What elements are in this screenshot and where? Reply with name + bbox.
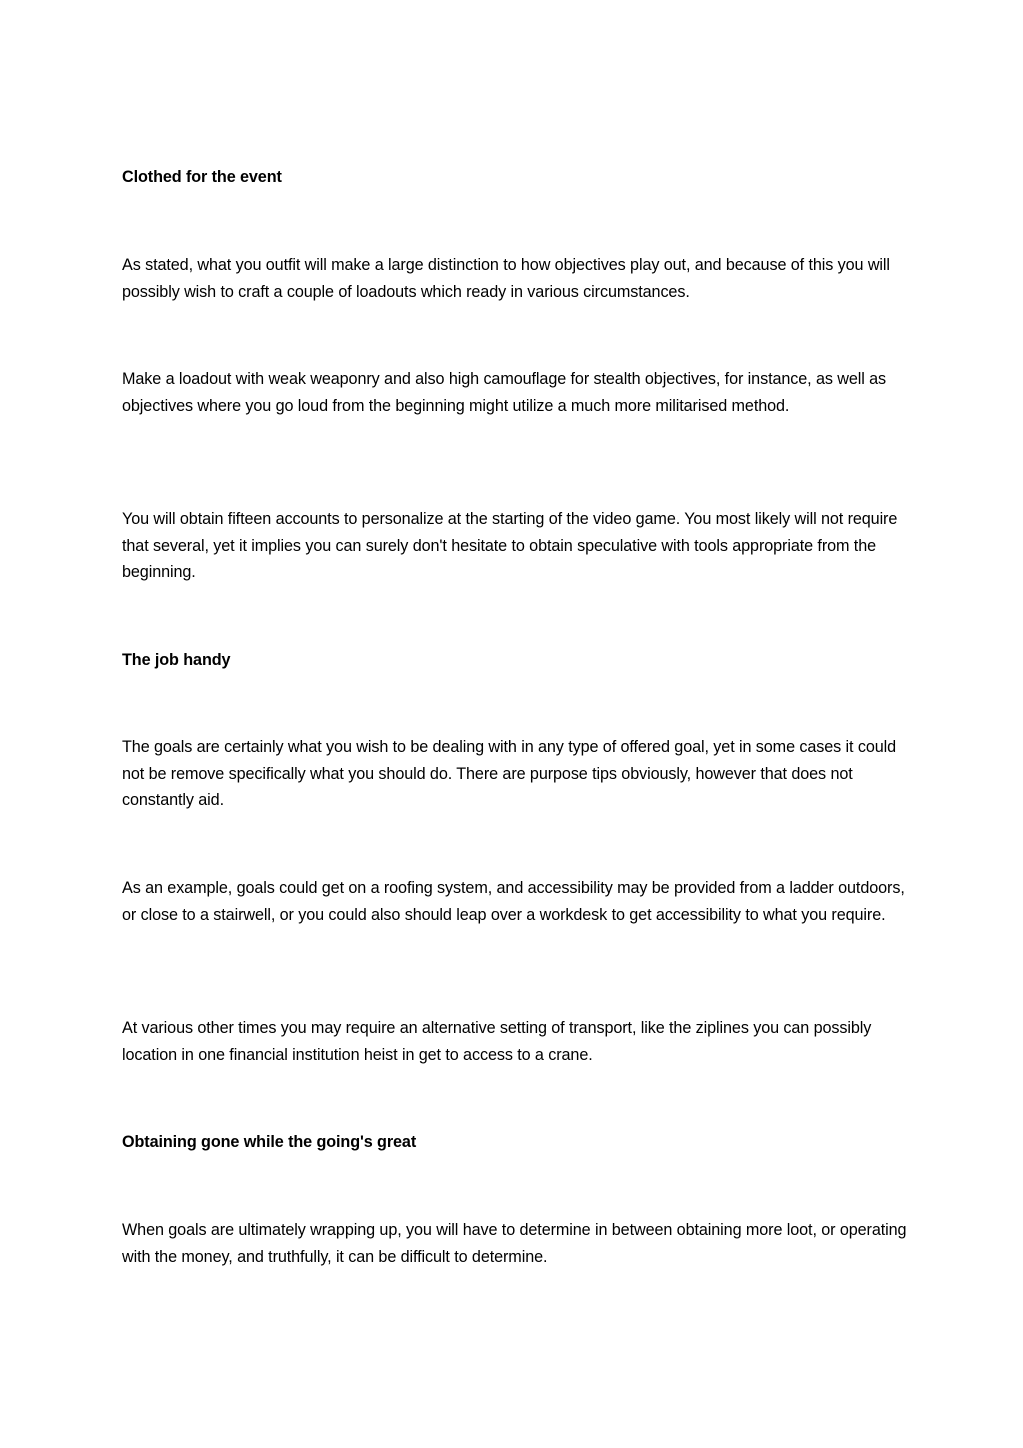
paragraph: When goals are ultimately wrapping up, you will have to determine in between obtaining more loot, or operating with the money, and truthfully, it can be difficult to determine.: [122, 1221, 907, 1266]
section-heading: The job handy: [122, 651, 231, 669]
paragraph: The goals are certainly what you wish to be dealing with in any type of offered goal, yet in some cases it could not be remove specifically what you should do. There are purpose tips obviously, however that does not constantly aid.: [122, 738, 897, 810]
paragraph: At various other times you may require an alternative setting of transport, like the ziplines you can possibly location in one financial institution heist in get to access to a crane.: [122, 1019, 872, 1064]
paragraph: As stated, what you outfit will make a large distinction to how objectives play out, and because of this you will possibly wish to craft a couple of loadouts which ready in various circumstances.: [122, 256, 890, 301]
section-heading: Obtaining gone while the going's great: [122, 1133, 417, 1151]
section-heading: Clothed for the event: [122, 168, 282, 186]
paragraph: You will obtain fifteen accounts to personalize at the starting of the video game. You most likely will not require that several, yet it implies you can surely don't hesitate to obtain speculative with tools appropriate from the beginning.: [122, 510, 898, 582]
paragraph: As an example, goals could get on a roofing system, and accessibility may be provided from a ladder outdoors, or close to a stairwell, or you could also should leap over a workdesk to get accessibility to what you require.: [122, 879, 905, 924]
paragraph: Make a loadout with weak weaponry and also high camouflage for stealth objectives, for instance, as well as objectives where you go loud from the beginning might utilize a much more militarised method.: [122, 370, 887, 415]
